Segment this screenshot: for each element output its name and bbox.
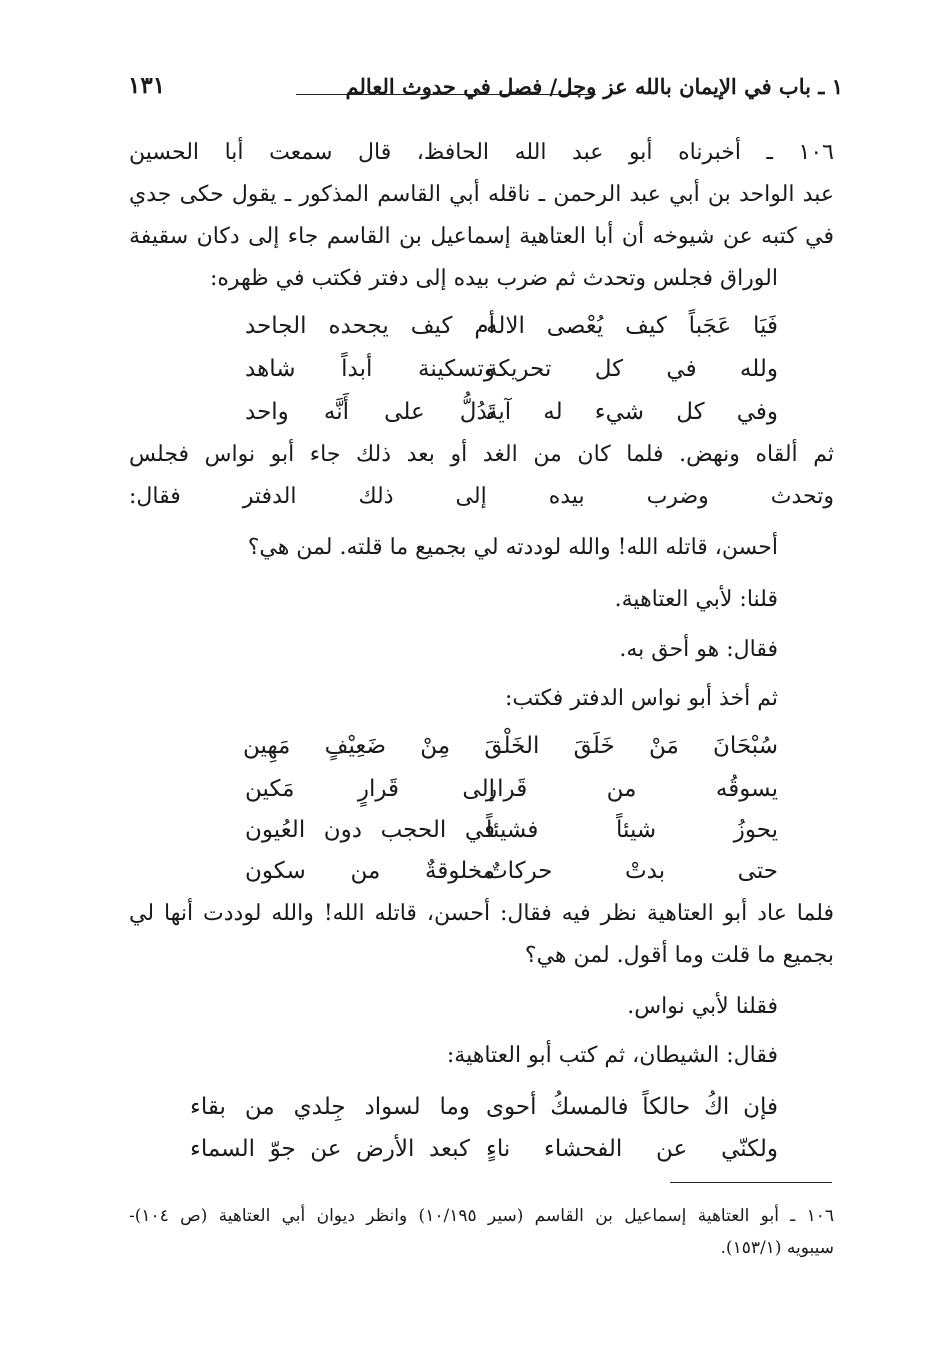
verse-first-hemistich: حتى بدتْ حركاتٌ	[486, 858, 778, 884]
verse-second-hemistich: في الحجب دون العُيون	[245, 817, 495, 843]
verse-first-hemistich: ولله في كل تحريكة	[486, 356, 778, 382]
paragraph-line: بجميع ما قلت وما أقول. لمن هي؟	[524, 943, 834, 968]
paragraph-line: فلما عاد أبو العتاهية نظر فيه فقال: أحسن، قاتله الله! والله لوددت أنها لي	[129, 901, 834, 926]
paragraph-line: عبد الواحد بن أبي عبد الرحمن ـ ناقله أبي القاسم المذكور ـ يقول حكى جدي	[129, 182, 834, 207]
page-number: ١٣١	[128, 72, 166, 99]
dialogue-line: فقلنا لأبي نواس.	[627, 994, 778, 1019]
verse-full-line: سُبْحَانَ مَنْ خَلَقَ الخَلْقَ مِنْ ضَعِيْفٍ مَهِين	[243, 733, 778, 759]
dialogue-line: ثم أخذ أبو نواس الدفتر فكتب:	[504, 686, 778, 711]
verse-second-hemistich: إلى قَرارٍ مَكين	[245, 776, 495, 802]
verse-first-hemistich: ولكنّي عن الفحشاء ناءٍ	[486, 1136, 778, 1162]
header-title: ١ ـ باب في الإيمان بالله عز وجل/ فصل في حدوث العالم	[345, 74, 843, 99]
verse-second-hemistich: تَدُلُّ على أَنَّه واحد	[245, 399, 495, 425]
dialogue-line: فقال: الشيطان، ثم كتب أبو العتاهية:	[446, 1043, 778, 1068]
verse-first-hemistich: يسوقُه من قَرار	[486, 776, 778, 802]
footnote-line: سيبويه (١٥٣/١).	[720, 1238, 834, 1258]
paragraph-line: الوراق فجلس وتحدث ثم ضرب بيده إلى دفتر فكتب في ظهره:	[209, 266, 778, 291]
running-header	[128, 72, 843, 106]
dialogue-line: فقال: هو أحق به.	[619, 637, 778, 662]
paragraph-line: ثم ألقاه ونهض. فلما كان من الغد أو بعد ذلك جاء أبو نواس فجلس	[129, 442, 834, 467]
verse-first-hemistich: فإن اكُ حالكاً فالمسكُ أحوى	[486, 1094, 778, 1120]
verse-first-hemistich: فَيَا عَجَباً كيف يُعْصى الاله	[486, 313, 778, 339]
footnote-separator	[670, 1182, 832, 1183]
verse-second-hemistich: مخلوقةٌ من سكون	[245, 858, 495, 884]
paragraph-line: وتحدث وضرب بيده إلى ذلك الدفتر فقال:	[129, 484, 834, 509]
verse-second-hemistich: أم كيف يجحده الجاحد	[245, 313, 495, 339]
dialogue-line: أحسن، قاتله الله! والله لوددته لي بجميع ما قلته. لمن هي؟	[247, 535, 778, 560]
verse-first-hemistich: وفي كل شيء له آية	[486, 399, 778, 425]
footnote-line: ١٠٦ ـ أبو العتاهية إسماعيل بن القاسم (سير ١٠/١٩٥) وانظر ديوان أبي العتاهية (ص ١٠٤)-	[129, 1206, 834, 1226]
verse-second-hemistich: وتسكينة أبداً شاهد	[245, 356, 495, 382]
verse-second-hemistich: وما لسواد جِلدي من بقاء	[190, 1094, 470, 1120]
verse-first-hemistich: يحوزُ شيئاً فشيئاً	[486, 817, 778, 843]
dialogue-line: قلنا: لأبي العتاهية.	[614, 587, 778, 612]
verse-second-hemistich: كبعد الأرض عن جوّ السماء	[190, 1136, 470, 1162]
paragraph-line: ١٠٦ ـ أخبرناه أبو عبد الله الحافظ، قال سمعت أبا الحسين	[129, 140, 834, 165]
header-rule	[296, 94, 596, 95]
paragraph-line: في كتبه عن شيوخه أن أبا العتاهية إسماعيل بن القاسم جاء إلى دكان سقيفة	[129, 224, 834, 249]
